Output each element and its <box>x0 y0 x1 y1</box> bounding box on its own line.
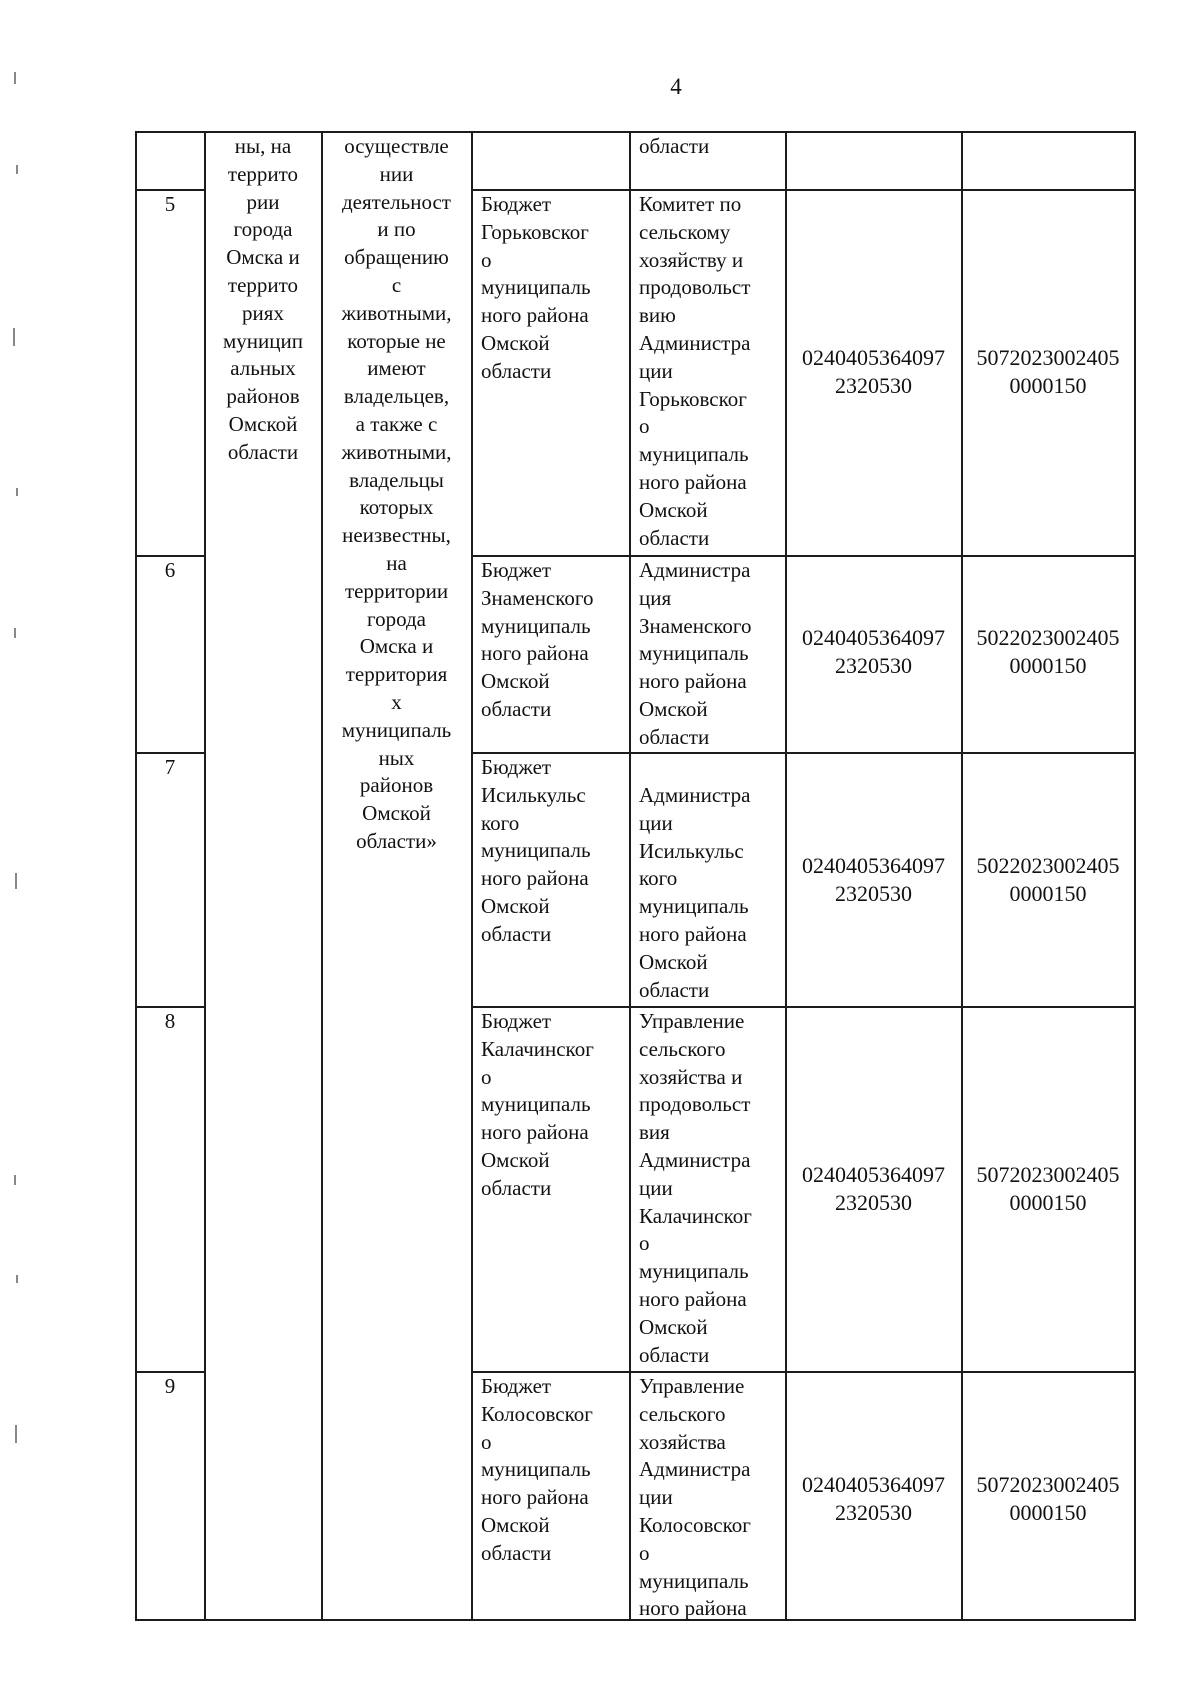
expense-code: 5072023002405 0000150 <box>976 345 1120 398</box>
expense-code: 5022023002405 0000150 <box>976 625 1120 678</box>
expense-code: 5022023002405 0000150 <box>976 853 1120 906</box>
entity-name-continuation: ны, на террито рии города Омска и террито риях муницип альных районов Омской области <box>223 134 303 464</box>
scan-speck <box>14 628 16 638</box>
row-number: 5 <box>164 192 176 216</box>
scan-speck <box>13 328 15 346</box>
column-divider <box>629 131 631 1621</box>
administrator-name: Управление сельского хозяйства и продовольст вия Администра ции Калачинског о муниципаль ного района Омской области <box>639 1009 752 1367</box>
administrator-name: Администра ции Исилькульс кого муниципаль ного района Омской области <box>639 783 751 1002</box>
administrator-name: Администра ция Знаменского муниципаль ного района Омской области <box>639 558 752 749</box>
row-number: 8 <box>164 1009 176 1033</box>
income-code: 0240405364097 2320530 <box>802 1162 945 1215</box>
administrator-continuation: области <box>639 134 710 158</box>
expense-code: 5072023002405 0000150 <box>976 1162 1120 1215</box>
budget-name: Бюджет Исилькульс кого муниципаль ного района Омской области <box>481 755 591 946</box>
row-number: 6 <box>164 558 176 582</box>
administrator-name: Управление сельского хозяйства Администра ции Колосовског о муниципаль ного района <box>639 1374 751 1621</box>
scan-speck <box>15 1425 17 1443</box>
budget-table <box>135 131 1135 1621</box>
column-divider <box>471 131 473 1621</box>
row-number: 9 <box>164 1374 176 1398</box>
income-code: 0240405364097 2320530 <box>802 625 945 678</box>
budget-name: Бюджет Знаменского муниципаль ного района Омской области <box>481 558 594 721</box>
scan-speck <box>15 873 17 889</box>
scan-speck <box>14 1175 16 1185</box>
expense-code: 5072023002405 0000150 <box>976 1472 1120 1525</box>
purpose-continuation: осуществле нии деятельност и по обращению с животными, которые не имеют владельцев, а также с животными, владельцы которых неизвестны, на территории города Омска и территория х муниципаль ных районов Омской области» <box>341 134 452 853</box>
budget-name: Бюджет Калачинског о муниципаль ного района Омской области <box>481 1009 594 1200</box>
scan-speck <box>16 1275 18 1283</box>
scan-speck <box>14 72 16 84</box>
row-number: 7 <box>164 755 176 779</box>
administrator-name: Комитет по сельскому хозяйству и продовольст вию Администра ции Горьковског о муниципаль ного района Омской области <box>639 192 751 550</box>
table-border-right <box>1134 131 1136 1621</box>
page-number: 4 <box>670 74 682 99</box>
scan-speck <box>16 488 18 496</box>
budget-name: Бюджет Горьковског о муниципаль ного района Омской области <box>481 192 591 383</box>
income-code: 0240405364097 2320530 <box>802 345 945 398</box>
scan-speck <box>16 165 18 174</box>
income-code: 0240405364097 2320530 <box>802 1472 945 1525</box>
budget-name: Бюджет Колосовског о муниципаль ного района Омской области <box>481 1374 593 1565</box>
table-border-bottom <box>135 1619 1135 1621</box>
income-code: 0240405364097 2320530 <box>802 853 945 906</box>
